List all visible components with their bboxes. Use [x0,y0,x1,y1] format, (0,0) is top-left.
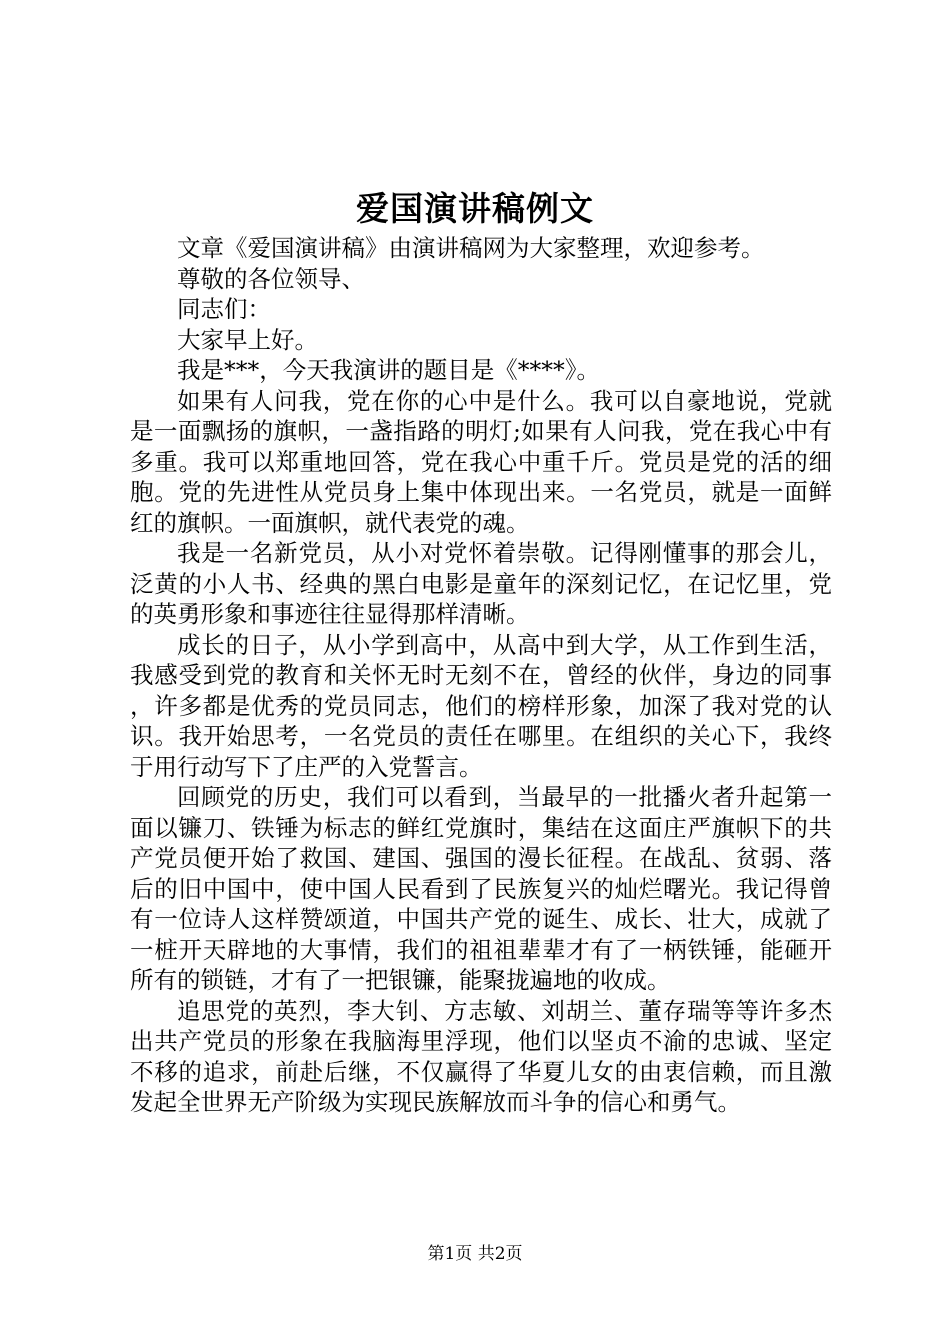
page-footer [0,1240,950,1268]
paragraph-body: 成长的日子，从小学到高中，从高中到大学，从工作到生活，我感受到党的教育和关怀无时无刻不在，曾经的伙伴，身边的同事，许多都是优秀的党员同志，他们的榜样形象，加深了我对党的认识。我开始思考，一名党员的责任在哪里。在组织的关心下，我终于用行动写下了庄严的入党誓言。 [130,630,832,781]
paragraph-topic: 我是***，今天我演讲的题目是《****》。 [177,356,600,384]
paragraph-body: 追思党的英烈，李大钊、方志敏、刘胡兰、董存瑞等等许多杰出共产党员的形象在我脑海里浮现，他们以坚贞不渝的忠诚、坚定不移的追求，前赴后继，不仅赢得了华夏儿女的由衷信赖，而且激发起全世界无产阶级为实现民族解放而斗争的信心和勇气。 [130,996,832,1116]
paragraph-salutation-leaders: 尊敬的各位领导、 [177,264,365,293]
paragraph-salutation-comrades: 同志们： [177,295,271,323]
paragraph-greeting: 大家早上好。 [177,325,318,354]
page-number: 第1页 [427,1244,473,1264]
document-title: 爱国演讲稿例文 [356,189,594,228]
document-body [130,233,832,1118]
paragraph-body: 我是一名新党员，从小对党怀着崇敬。记得刚懂事的那会儿，泛黄的小人书、经典的黑白电影是童年的深刻记忆，在记忆里，党的英勇形象和事迹往往显得那样清晰。 [130,539,832,628]
page-total: 共2页 [477,1244,523,1264]
paragraph-intro: 文章《爱国演讲稿》由演讲稿网为大家整理，欢迎参考。 [177,234,765,262]
paragraph-body: 回顾党的历史，我们可以看到，当最早的一批播火者升起第一面以镰刀、铁锤为标志的鲜红党旗时，集结在这面庄严旗帜下的共产党员便开始了救国、建国、强国的漫长征程。在战乱、贫弱、落后的旧中国中，使中国人民看到了民族复兴的灿烂曙光。我记得曾有一位诗人这样赞颂道，中国共产党的诞生、成长、壮大，成就了一桩开天辟地的大事情，我们的祖祖辈辈才有了一柄铁锤，能砸开所有的锁链，才有了一把银镰，能聚拢遍地的收成。 [130,783,832,994]
paragraph-body: 如果有人问我，党在你的心中是什么。我可以自豪地说，党就是一面飘扬的旗帜，一盏指路的明灯;如果有人问我，党在我心中有多重。我可以郑重地回答，党在我心中重千斤。党员是党的活的细胞。党的先进性从党员身上集中体现出来。一名党员，就是一面鲜红的旗帜。一面旗帜，就代表党的魂。 [130,386,832,537]
